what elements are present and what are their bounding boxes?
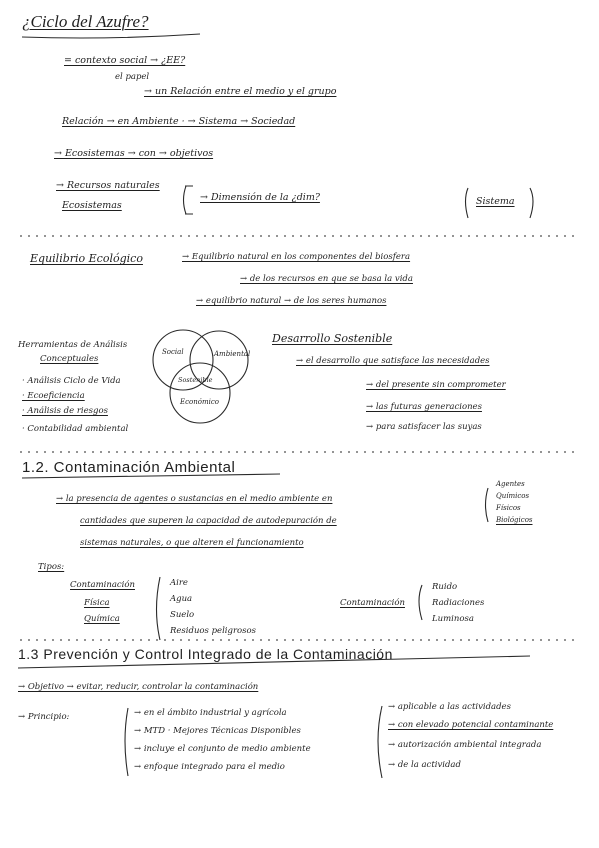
types-left: Contaminación [70,580,135,590]
note-line: → el desarrollo que satisface las necesidades [296,356,490,366]
tools-item: · Ecoeficiencia [22,391,85,401]
objective-line: → Objetivo → evitar, reducir, controlar la contaminación [18,682,259,692]
note-line: → Ecosistemas → con → objetivos [54,148,214,159]
principle-item: → enfoque integrado para el medio [134,762,285,772]
section-heading-1-2: 1.2. Contaminación Ambiental [22,459,236,476]
venn-label-center: Sostenible [178,376,213,384]
note-line: Relación → en Ambiente · → Sistema → Sociedad [62,116,296,127]
application-item: → autorización ambiental integrada [388,740,542,750]
paragraph-line: cantidades que superen la capacidad de autodepuración de [80,516,337,526]
agents-list: Biológicos [496,516,533,524]
types-item: Aire [170,578,188,588]
note-line: Ecosistemas [62,200,122,211]
types-label: Tipos: [38,562,65,572]
section-heading-1-3: 1.3 Prevención y Control Integrado de la Contaminación [18,646,393,662]
tools-item: · Contabilidad ambiental [22,424,129,434]
types-left: Química [84,614,120,624]
types-right-label: Contaminación [340,598,405,608]
venn-label-social: Social [162,348,184,356]
venn-circle-economico [170,363,230,423]
note-line: → Dimensión de la ¿dim? [200,192,320,203]
paragraph-line: sistemas naturales, o que alteren el funcionamiento [80,538,304,548]
application-item: → con elevado potencial contaminante [388,720,554,730]
agents-list: Agentes [496,480,525,488]
types-right-item: Radiaciones [432,598,485,608]
principle-label: → Principio: [18,712,70,722]
types-item: Agua [170,594,193,604]
application-item: → aplicable a las actividades [388,702,511,712]
section-title: Equilibrio Ecológico [30,252,143,265]
types-item: Suelo [170,610,195,620]
tools-item: · Análisis Ciclo de Vida [22,376,121,386]
venn-label-ambiental: Ambiental [214,350,251,358]
types-right-item: Ruido [432,582,458,592]
agents-list: Físicos [496,504,521,512]
principle-item: → incluye el conjunto de medio ambiente [134,744,311,754]
note-line: = contexto social → ¿EE? [64,55,186,66]
paragraph-line: → la presencia de agentes o sustancias en el medio ambiente en [56,494,333,504]
section-title: Desarrollo Sostenible [272,332,393,345]
page-title: ¿Ciclo del Azufre? [22,12,149,31]
application-item: → de la actividad [388,760,461,770]
note-line: → las futuras generaciones [366,402,482,412]
principle-item: → en el ámbito industrial y agrícola [134,708,287,718]
venn-label-economico: Económico [180,398,219,406]
note-line: → de los recursos en que se basa la vida [240,274,413,284]
types-right-item: Luminosa [432,614,474,624]
note-line: → Recursos naturales [56,180,160,191]
types-item: Residuos peligrosos [170,626,256,636]
note-line: Sistema [476,196,515,207]
tools-title: Herramientas de Análisis [18,340,128,350]
agents-list: Químicos [496,492,530,500]
tools-subtitle: Conceptuales [40,354,99,364]
note-line: → equilibrio natural → de los seres humanos [196,296,387,306]
tools-item: · Análisis de riesgos [22,406,108,416]
note-line: el papel [115,72,150,82]
note-line: → del presente sin comprometer [366,380,506,390]
note-line: → Equilibrio natural en los componentes del biosfera [182,252,411,262]
note-line: → un Relación entre el medio y el grupo [144,86,337,97]
principle-item: → MTD · Mejores Técnicas Disponibles [134,726,301,736]
note-line: → para satisfacer las suyas [366,422,482,432]
types-left: Física [84,598,110,608]
